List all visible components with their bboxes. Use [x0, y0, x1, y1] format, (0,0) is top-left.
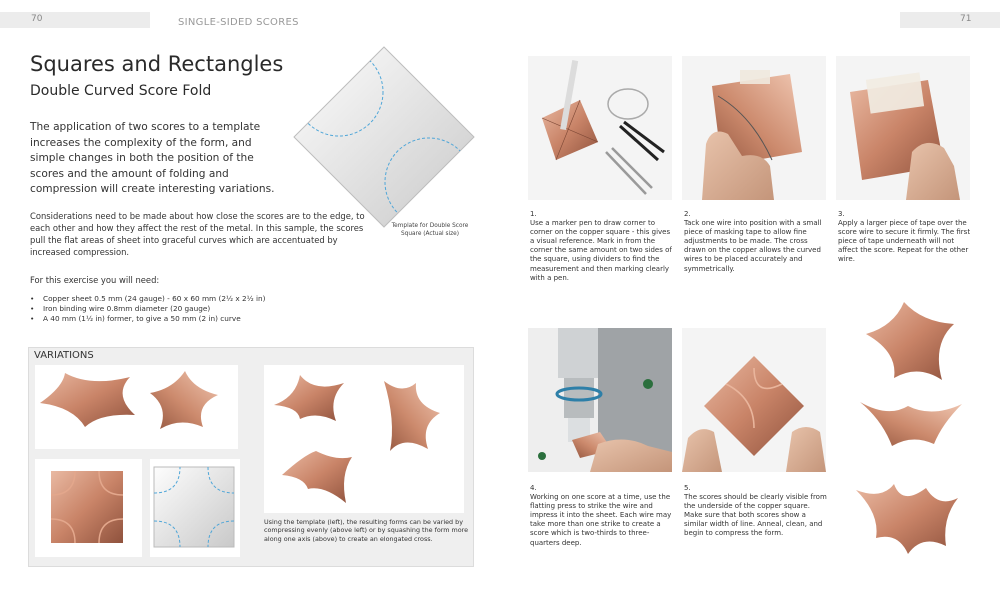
step-2-photo	[682, 56, 826, 200]
step-number: 3.	[838, 210, 845, 218]
step-1-text	[530, 210, 675, 283]
header-bar-left	[0, 12, 150, 28]
step-3-photo	[836, 56, 970, 200]
step-4-text	[530, 484, 675, 548]
step-description: Working on one score at a time, use the flatting press to strike the wire and impress it into the sheet. Each wire may take more than one strike to create a score which is two-thirds to three-quarters deep.	[530, 493, 672, 547]
step-3-text	[838, 210, 973, 265]
step-number: 4.	[530, 484, 537, 492]
step-4-photo	[528, 328, 672, 472]
step-number: 5.	[684, 484, 691, 492]
header-bar-right	[900, 12, 1000, 28]
step-description: Tack one wire into position with a small piece of masking tape to allow fine adjustments to be made. The cross drawn on the copper allows the curved wires to be placed accurately and symmetrically.	[684, 219, 822, 273]
materials-item: • Copper sheet 0.5 mm (24 gauge) - 60 x 60 mm (2½ x 2½ in)	[30, 294, 266, 304]
step-5-text	[684, 484, 829, 539]
finished-forms-photos	[842, 294, 992, 584]
considerations-paragraph: Considerations need to be made about how close the scores are to the edge, to each other and how they affect the rest of the metal. In this sample, the scores pull the flat areas of sheet into graceful curves which are accentuated by increased compression.	[30, 211, 365, 257]
step-description: Use a marker pen to draw corner to corner on the copper square - this gives a visual reference. Mark in from the corner the same amount on two sides of the square, using dividers to find the measurement and then marking clearly with a pen.	[530, 219, 672, 282]
step-description: Apply a larger piece of tape over the score wire to secure it firmly. The first piece of tape underneath will not affect the score. Repeat for the other wire.	[838, 219, 971, 264]
template-caption: Template for Double Score Square (Actual size)	[391, 223, 469, 237]
step-number: 1.	[530, 210, 537, 218]
page-subtitle: Double Curved Score Fold	[30, 83, 212, 99]
variation-photo-template	[150, 459, 240, 557]
variation-photo-elongated-cross	[264, 365, 464, 513]
materials-item: • A 40 mm (1½ in) former, to give a 50 mm (2 in) curve	[30, 314, 266, 324]
step-5-photo	[682, 328, 826, 472]
variations-caption: Using the template (left), the resulting forms can be varied by compressing evenly (above left) or by squashing the form more along one axis (above) to create an elongated cross.	[264, 518, 469, 543]
step-description: The scores should be clearly visible from the underside of the copper square. Make sure that both scores show a similar width of line. Anneal, clean, and begin to compress the form.	[684, 493, 827, 538]
intro-paragraph: The application of two scores to a template increases the complexity of the form, and simple changes in both the position of the scores and the amount of folding and compression will create interesting variations.	[30, 121, 275, 196]
variation-photo-copper-square	[35, 459, 142, 557]
step-number: 2.	[684, 210, 691, 218]
variation-photo-forms	[35, 365, 238, 449]
you-will-need-heading: For this exercise you will need:	[30, 275, 160, 285]
template-diamond-illustration	[292, 45, 476, 229]
materials-item: • Iron binding wire 0.8mm diameter (20 gauge)	[30, 304, 266, 314]
page-title: Squares and Rectangles	[30, 52, 284, 76]
left-page-number: 70	[31, 14, 43, 24]
step-2-text	[684, 210, 829, 274]
right-page-number: 71	[960, 14, 972, 24]
step-1-photo	[528, 56, 672, 200]
running-title: SINGLE-SIDED SCORES	[178, 17, 299, 28]
materials-list	[30, 294, 266, 325]
variations-title: VARIATIONS	[34, 350, 94, 361]
